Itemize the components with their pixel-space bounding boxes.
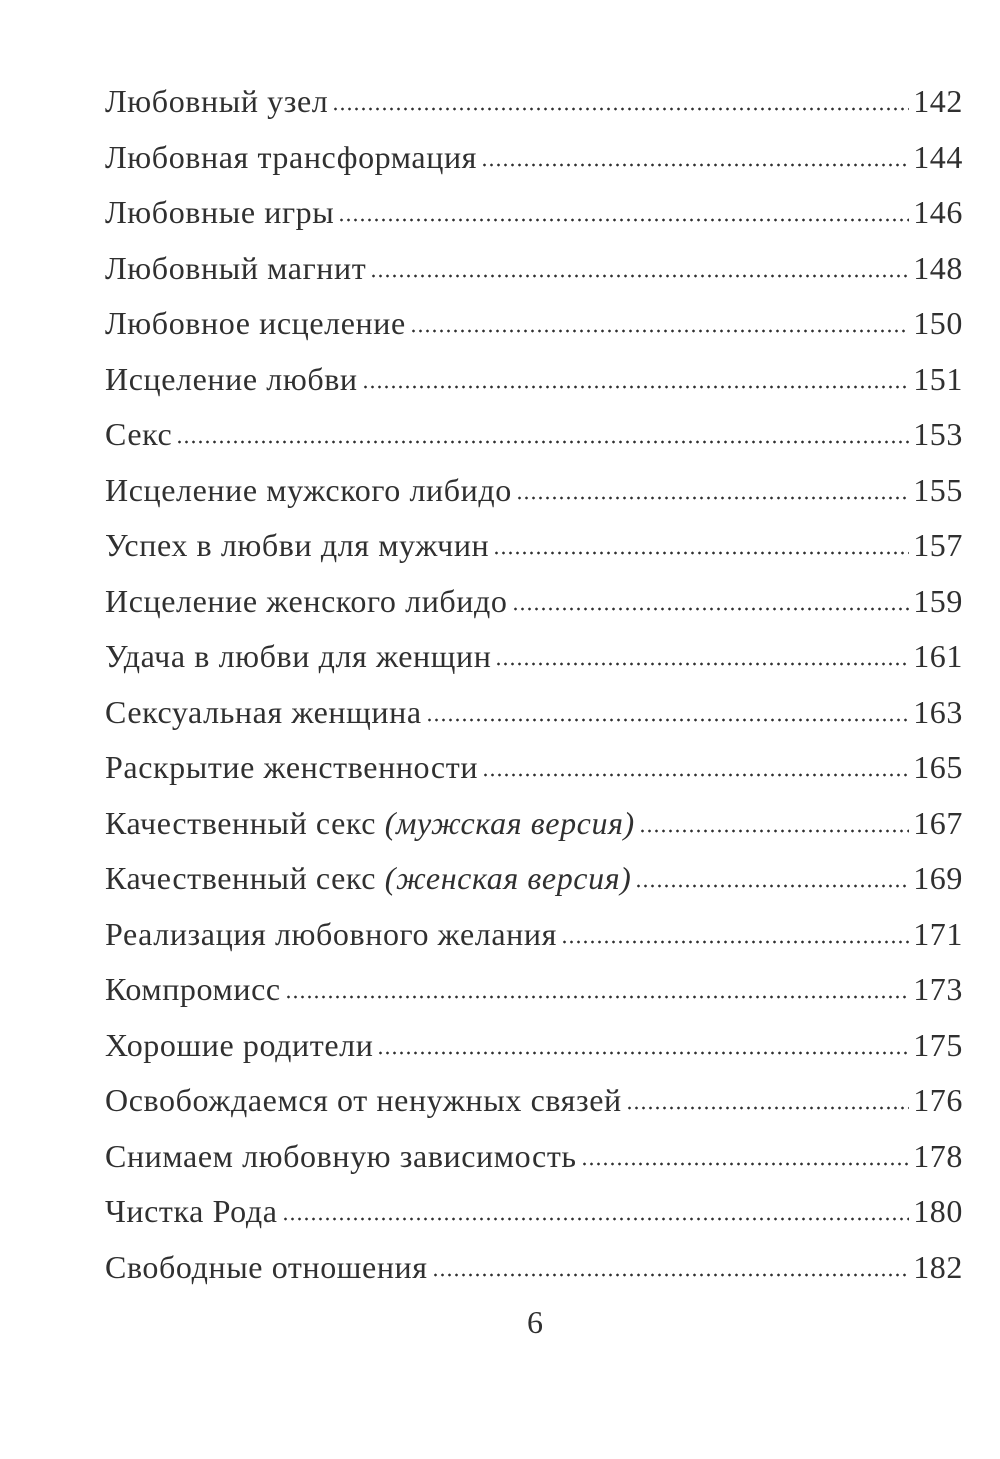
- toc-entry: [105, 241, 963, 297]
- toc-entry-title: [105, 629, 491, 685]
- toc-entry-title: [105, 962, 281, 1018]
- toc-entry: [105, 1184, 963, 1240]
- toc-entry-title-text: Компромисс: [105, 971, 281, 1007]
- toc-entry-note: (мужская версия): [384, 804, 635, 841]
- toc-entry-title-text: Любовное исцеление: [105, 305, 406, 341]
- toc-entry-title-text: Любовный узел: [105, 83, 329, 119]
- toc-entry-title: [105, 241, 366, 297]
- toc-entry-title-text: Хорошие родители: [105, 1026, 374, 1063]
- toc-entry-page: 165: [913, 749, 963, 785]
- toc-entry-page: 182: [913, 1248, 963, 1285]
- toc-entry-note: (женская версия): [384, 860, 632, 896]
- toc-entry: [105, 796, 963, 852]
- toc-entry: [105, 907, 963, 963]
- toc-entry: [105, 130, 963, 186]
- toc-entry: [105, 740, 963, 796]
- toc-entry-title: [105, 1129, 577, 1185]
- toc-entry-title: [105, 407, 172, 463]
- toc-entry: [105, 629, 963, 685]
- toc-entry: [105, 851, 963, 907]
- toc-entry-title: [105, 1018, 373, 1074]
- dot-leader: [282, 1216, 910, 1222]
- toc-entry-page: 150: [913, 305, 963, 341]
- toc-entry-title-text: Чистка Рода: [105, 1193, 278, 1229]
- toc-entry-title: [105, 352, 358, 408]
- dot-leader: [581, 1161, 910, 1167]
- toc-entry-title: [105, 518, 489, 574]
- toc-entry-title: [105, 851, 631, 907]
- toc-entry: [105, 296, 963, 352]
- toc-entry-title-text: Раскрытие женственности: [105, 749, 479, 785]
- toc-entry-title-text: Исцеление любви: [105, 360, 358, 397]
- toc-entry-page: 163: [913, 693, 963, 730]
- toc-entry-page: 180: [913, 1193, 963, 1229]
- table-of-contents: [105, 74, 963, 1295]
- toc-entry-title-text: Освобождаемся от ненужных связей: [105, 1082, 622, 1118]
- toc-entry-page: 144: [913, 138, 963, 175]
- dot-leader: [481, 162, 909, 168]
- toc-entry-page: 161: [913, 638, 963, 674]
- toc-entry-page: 146: [913, 194, 963, 230]
- toc-entry-title-text: Успех в любви для мужчин: [105, 527, 490, 563]
- toc-entry-page: 173: [913, 971, 963, 1007]
- toc-entry-title-text: Сексуальная женщина: [105, 693, 422, 730]
- toc-entry-title: [105, 130, 477, 186]
- toc-entry-title-text: Любовные игры: [105, 194, 335, 230]
- toc-entry-page: 171: [913, 915, 963, 952]
- toc-entry: [105, 1073, 963, 1129]
- toc-entry-title-text: Исцеление мужского либидо: [105, 471, 512, 508]
- toc-entry-title: [105, 296, 406, 352]
- toc-entry-title-text: Любовная трансформация: [105, 138, 477, 175]
- dot-leader: [370, 273, 909, 279]
- toc-entry-page: 155: [913, 471, 963, 508]
- toc-entry: [105, 518, 963, 574]
- toc-entry-page: 148: [913, 249, 963, 286]
- toc-entry-title-text: Качественный секс: [105, 804, 377, 841]
- toc-entry-title: [105, 574, 508, 630]
- toc-entry-page: 176: [913, 1082, 963, 1118]
- dot-leader: [482, 772, 909, 778]
- dot-leader: [362, 384, 910, 390]
- toc-entry-title-text: Секс: [105, 416, 173, 452]
- toc-entry-title: [105, 1240, 428, 1296]
- toc-entry: [105, 463, 963, 519]
- toc-entry: [105, 1129, 963, 1185]
- dot-leader: [516, 495, 909, 501]
- toc-entry-page: 153: [913, 416, 963, 452]
- toc-entry-page: 157: [913, 527, 963, 563]
- dot-leader: [410, 328, 909, 334]
- toc-entry-page: 175: [913, 1026, 963, 1063]
- dot-leader: [432, 1272, 910, 1278]
- toc-entry: [105, 74, 963, 130]
- dot-leader: [332, 106, 909, 112]
- toc-entry-title: [105, 907, 557, 963]
- toc-entry-page: 167: [913, 804, 963, 841]
- toc-entry-title-text: Свободные отношения: [105, 1248, 428, 1285]
- dot-leader: [639, 828, 909, 834]
- dot-leader: [635, 883, 909, 889]
- dot-leader: [493, 550, 909, 556]
- toc-entry-page: 142: [913, 83, 963, 119]
- dot-leader: [495, 661, 909, 667]
- toc-entry-title: [105, 74, 328, 130]
- toc-entry: [105, 185, 963, 241]
- toc-entry-title: [105, 1184, 278, 1240]
- toc-entry: [105, 352, 963, 408]
- toc-entry-title-text: Исцеление женского либидо: [105, 582, 508, 619]
- toc-entry: [105, 1240, 963, 1296]
- toc-entry-title-text: Реализация любовного желания: [105, 915, 557, 952]
- toc-entry: [105, 962, 963, 1018]
- toc-entry-title: [105, 740, 478, 796]
- toc-entry-page: 151: [913, 360, 963, 397]
- page-number: 6: [527, 1304, 543, 1340]
- toc-entry-title: [105, 685, 422, 741]
- toc-entry: [105, 1018, 963, 1074]
- toc-entry-title: [105, 463, 512, 519]
- dot-leader: [377, 1050, 909, 1056]
- toc-entry-page: 159: [913, 582, 963, 619]
- dot-leader: [176, 439, 909, 445]
- toc-entry-title: [105, 1073, 622, 1129]
- dot-leader: [512, 606, 910, 612]
- dot-leader: [285, 994, 910, 1000]
- toc-entry-title: [105, 796, 635, 852]
- toc-entry: [105, 407, 963, 463]
- dot-leader: [338, 217, 909, 223]
- toc-entry-page: 169: [913, 860, 963, 896]
- toc-entry-page: 178: [913, 1137, 963, 1174]
- toc-entry-title-text: Любовный магнит: [105, 249, 367, 286]
- dot-leader: [426, 717, 910, 723]
- toc-entry: [105, 574, 963, 630]
- toc-entry: [105, 685, 963, 741]
- dot-leader: [561, 939, 909, 945]
- toc-entry-title: [105, 185, 334, 241]
- toc-entry-title-text: Качественный секс: [105, 860, 377, 896]
- toc-entry-title-text: Удача в любви для женщин: [105, 638, 492, 674]
- toc-entry-title-text: Снимаем любовную зависимость: [105, 1137, 577, 1174]
- dot-leader: [626, 1105, 909, 1111]
